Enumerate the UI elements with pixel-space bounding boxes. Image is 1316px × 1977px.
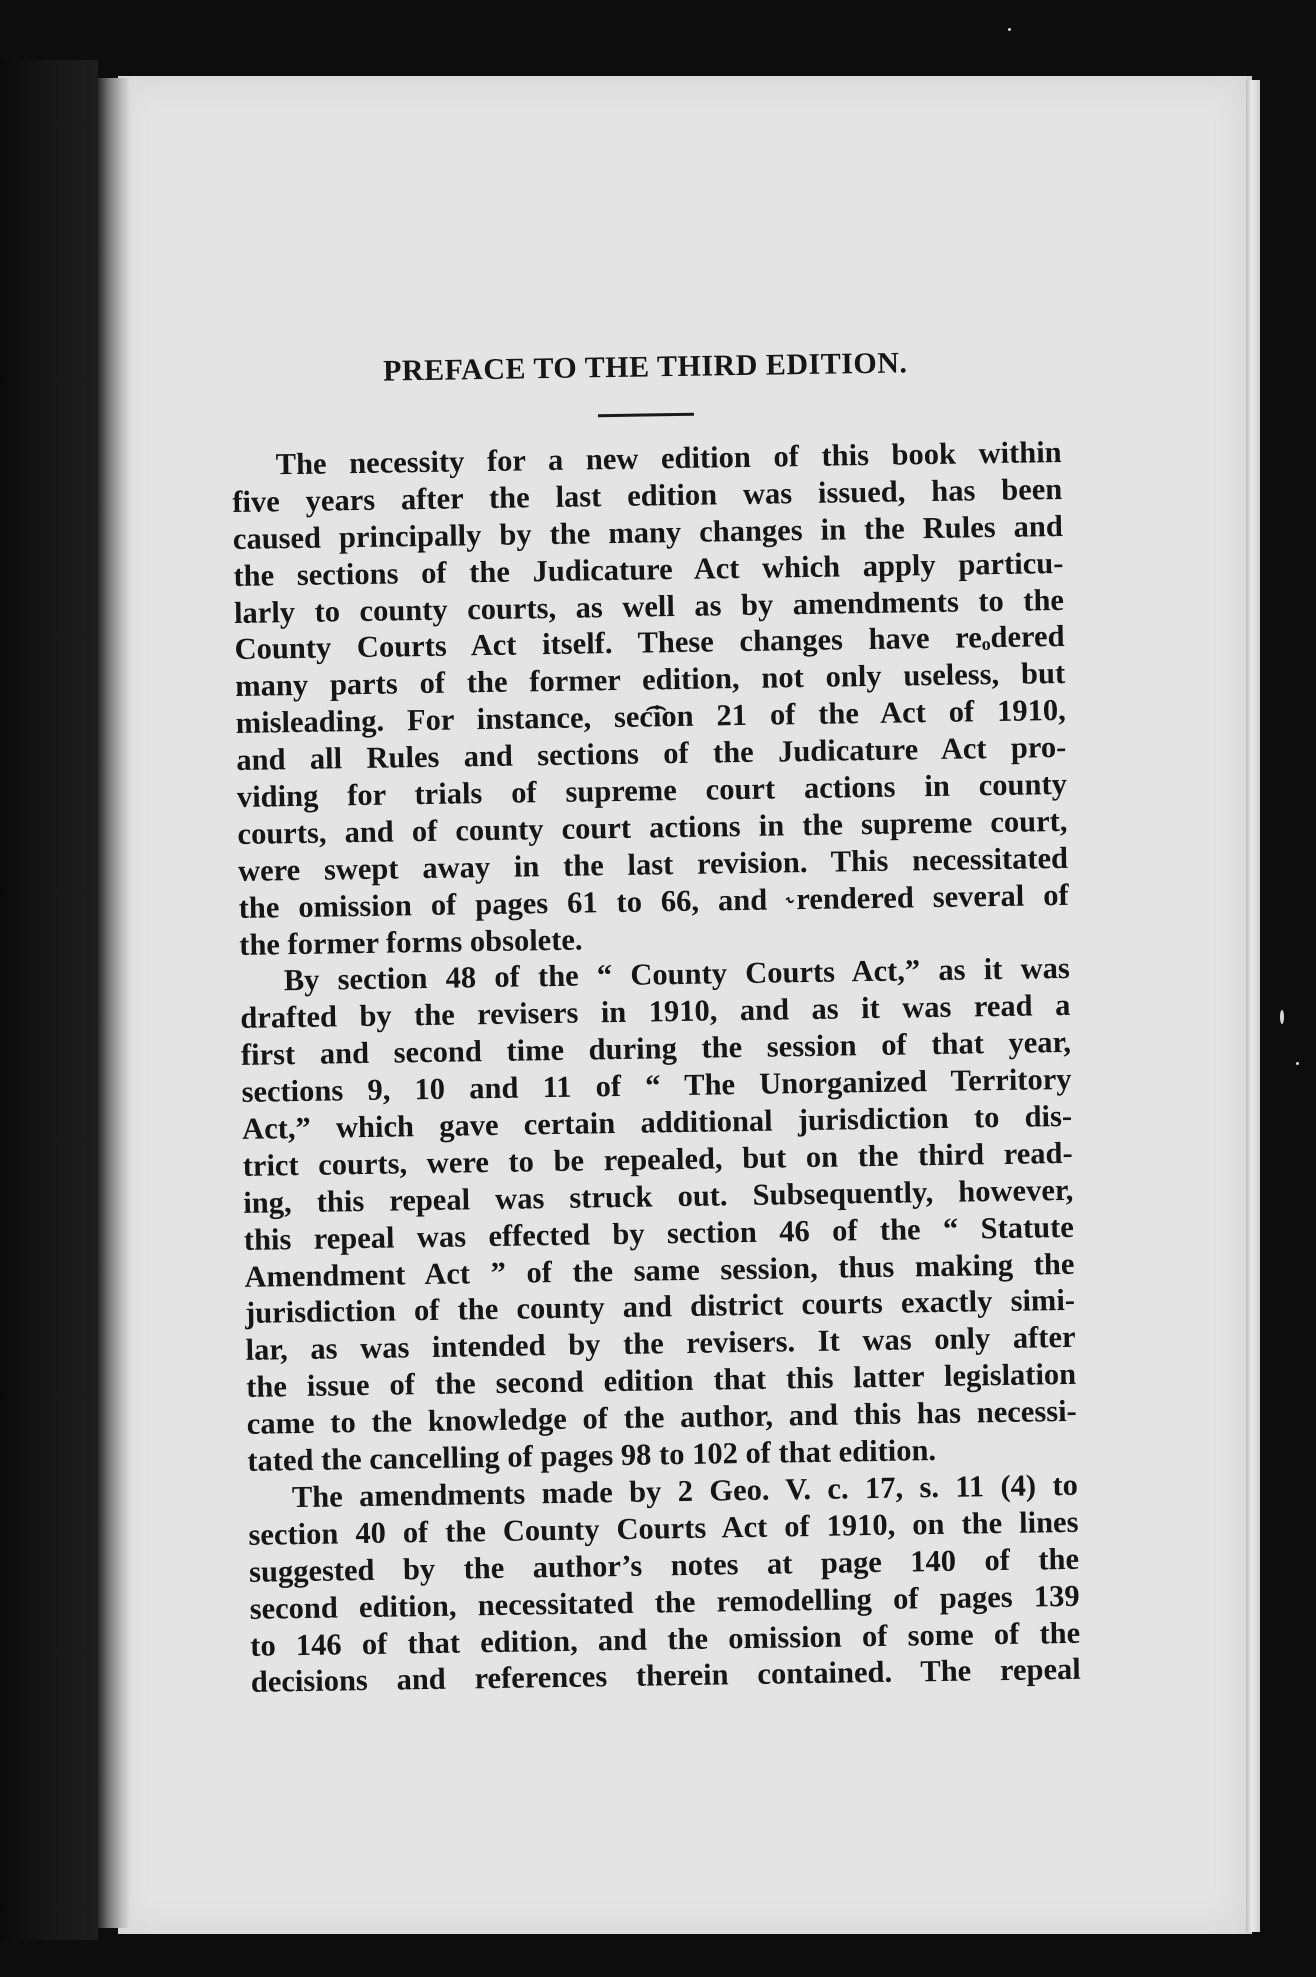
text-line: viding for trials of supreme court actions in county <box>236 766 1068 814</box>
dust-speck <box>1008 28 1011 31</box>
text-line: The necessity for a new edition of this book within <box>275 434 1062 482</box>
spine-shadow <box>98 78 130 1928</box>
text-line: By section 48 of the “ County Courts Act,” as it was <box>283 951 1070 998</box>
text-line: caused principally by the many changes in the Rules and <box>232 508 1064 556</box>
text-line: five years after the last edition was issued, has been <box>232 471 1063 519</box>
text-line: lar, as was intended by the revisers. It was only after <box>245 1320 1076 1368</box>
text-line: The amendments made by 2 Geo. V. c. 17, s. 11 (4) to <box>291 1467 1079 1515</box>
dust-speck <box>1280 1010 1284 1024</box>
text-line: first and second time during the session of that year, <box>240 1025 1072 1073</box>
text-line: tated the cancelling of pages 98 to 102 of that edition. <box>247 1433 937 1478</box>
text-line: County Courts Act itself. These changes have reₒdered <box>234 619 1065 667</box>
text-line: larly to county courts, as well as by amendments to the <box>233 582 1065 630</box>
text-line: jurisdiction of the county and district courts exactly simi- <box>244 1283 1076 1331</box>
text-line: the former forms obsolete. <box>238 922 583 962</box>
text-line: were swept away in the last revision. This necessitated <box>237 840 1069 888</box>
text-line: came to the knowledge of the author, and this has necessi- <box>246 1393 1077 1442</box>
text-line: section 40 of the County Courts Act of 1910, on the lines <box>248 1504 1079 1552</box>
text-line: to 146 of that edition, and the omission of some of the <box>249 1615 1081 1663</box>
page-right-edge <box>1246 80 1260 1932</box>
text-line: decisions and references therein contained. The repeal <box>250 1652 1081 1700</box>
page-title: PREFACE TO THE THIRD EDITION. <box>382 346 908 388</box>
text-line: many parts of the former edition, not only useless, but <box>234 656 1066 704</box>
text-line: Amendment Act ” of the same session, thus making the <box>244 1246 1075 1294</box>
text-line: suggested by the author’s notes at page 140 of the <box>248 1541 1080 1589</box>
text-line: the omission of pages 61 to 66, and ˞rendered several of <box>238 877 1069 925</box>
title-rule <box>598 413 694 418</box>
dust-speck <box>1296 1062 1299 1065</box>
preface-body <box>231 434 1081 1701</box>
text-line: and all Rules and sections of the Judicature Act pro- <box>236 730 1067 778</box>
facing-page-edge <box>0 60 98 1940</box>
text-line: sections 9, 10 and 11 of “ The Unorganized Territory <box>241 1062 1072 1110</box>
text-line: trict courts, were to be repealed, but on the third read- <box>242 1135 1073 1183</box>
text-line: the sections of the Judicature Act which apply particu- <box>233 545 1064 593</box>
text-line: second edition, necessitated the remodelling of pages 139 <box>249 1578 1080 1626</box>
text-line: courts, and of county court actions in the supreme court, <box>237 803 1068 851</box>
text-line: misleading. For instance, sec͡ion 21 of the Act of 1910, <box>235 693 1066 741</box>
text-line: Act,” which gave certain additional jurisdiction to dis- <box>241 1098 1073 1146</box>
preface-text-block <box>230 343 1081 1701</box>
text-line: the issue of the second edition that this latter legislation <box>245 1357 1077 1405</box>
text-line: this repeal was effected by section 46 of the “ Statute <box>243 1209 1075 1257</box>
text-line: drafted by the revisers in 1910, and as it was read a <box>240 988 1071 1036</box>
text-line: ing, this repeal was struck out. Subsequently, however, <box>243 1172 1074 1220</box>
